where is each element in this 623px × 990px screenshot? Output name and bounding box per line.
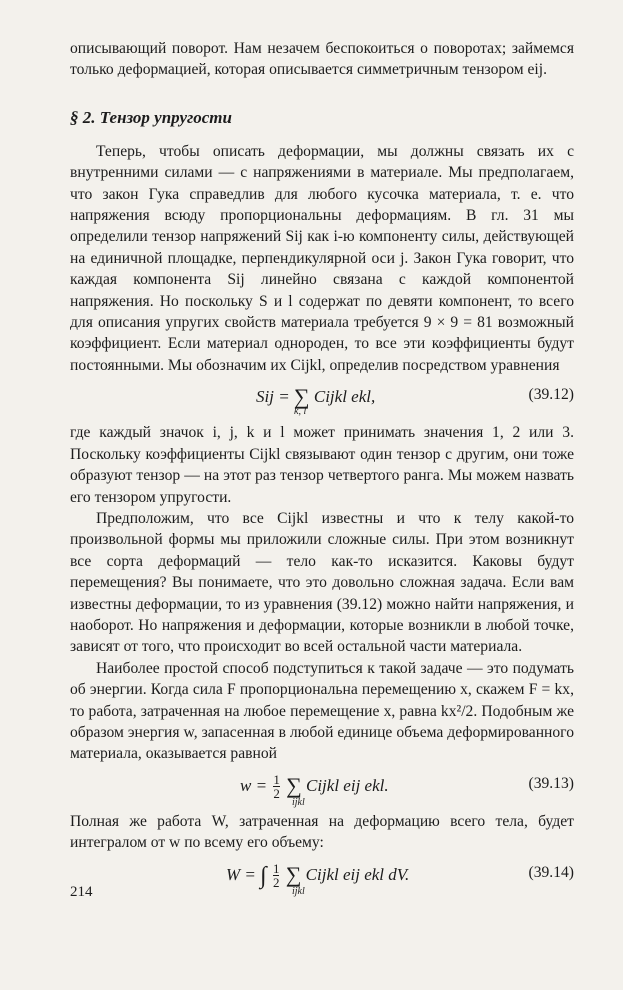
equation-39-14 [70, 854, 574, 900]
integral-symbol: ∫ [260, 862, 267, 889]
sum-indices: ijkl [292, 885, 305, 897]
paragraph-elasticity-intro: Теперь, чтобы описать деформации, мы должны связать их с внутренними силами — с напряжениями в материале. Мы предполагаем, что закон Гука справедлив для любого кусочка материала, т. е. что напряжения всюду пропорциональны деформациям. В гл. 31 мы определили тензор напряжений Sij как i-ю компоненту силы, действующей на единичной площадке, перпендикулярной оси j. Закон Гука говорит, что каждая компонента Sij линейно связана с каждой компонентой напряжения. Но поскольку S и l содержат по девяти компонент, то всего для описания упругих свойств материала требуется 9 × 9 = 81 возможный коэффициент. Если материал однороден, то все эти коэффициенты будут постоянными. Мы обозначим их Cijkl, определив посредством уравнения [70, 142, 574, 374]
page-number: 214 [70, 884, 93, 900]
equation-rhs: Cijkl eij ekl dV. [305, 864, 410, 884]
equation-lhs: w = [240, 775, 268, 795]
equation-39-12 [70, 376, 574, 422]
sum-indices: k, l [294, 406, 307, 418]
intro-paragraph: описывающий поворот. Нам незачем беспокоиться о поворотах; займемся только деформацией, которая описывается симметричным тензором eij. [70, 40, 574, 79]
equation-number: (39.14) [528, 863, 574, 881]
fraction-half: $\frac{1}{2}$ [273, 772, 280, 802]
paragraph-indices: где каждый значок i, j, k и l может принимать значения 1, 2 или 3. Поскольку коэффициенты Cijkl связывают один тензор с другим, они тоже образуют тензор — на этот раз тензор четвертого ранга. Мы можем назвать его тензором упругости. [70, 424, 574, 506]
paragraph-energy: Наиболее простой способ подступиться к такой задаче — это подумать об энергии. Когда сила F пропорциональна перемещению x, скажем F = kx, то работа, затраченная на любое перемещение x, равна kx²/2. Подобным же образом энергия w, запасенная в любой единице объема деформированного материала, оказывается равной [70, 659, 574, 763]
equation-rhs: Cijkl ekl, [313, 387, 376, 407]
sum-symbol: ∑ [293, 384, 310, 410]
equation-lhs: W = [226, 864, 256, 884]
paragraph-displacements: Предположим, что все Cijkl известны и что к телу какой-то произвольной формы мы приложили сложные силы. При этом возникнут все сорта деформаций — тело как-то исказится. Каковы будут перемещения? Вы понимаете, что это довольно сложная задача. Если вам известны деформации, то из уравнения (39.12) можно найти напряжения, и наоборот. Но напряжения и деформации, которые возникли в любой точке, зависят от того, что происходит во всей остальной части материала. [70, 509, 574, 656]
equation-lhs: Sij = [256, 387, 290, 407]
sum-symbol: ∑ [285, 861, 302, 887]
sum-indices: ijkl [292, 796, 305, 808]
equation-39-13 [70, 765, 574, 811]
page-body [70, 38, 574, 900]
equation-rhs: Cijkl eij ekl. [306, 775, 389, 795]
section-heading: § 2. Тензор упругости [70, 107, 232, 127]
paragraph-total-work: Полная же работа W, затраченная на деформацию всего тела, будет интегралом от w по всему его объему: [70, 812, 574, 852]
sum-symbol: ∑ [286, 772, 302, 798]
equation-number: (39.12) [528, 386, 574, 404]
fraction-half: $\frac{1}{2}$ [272, 861, 280, 891]
equation-number: (39.13) [528, 774, 574, 792]
